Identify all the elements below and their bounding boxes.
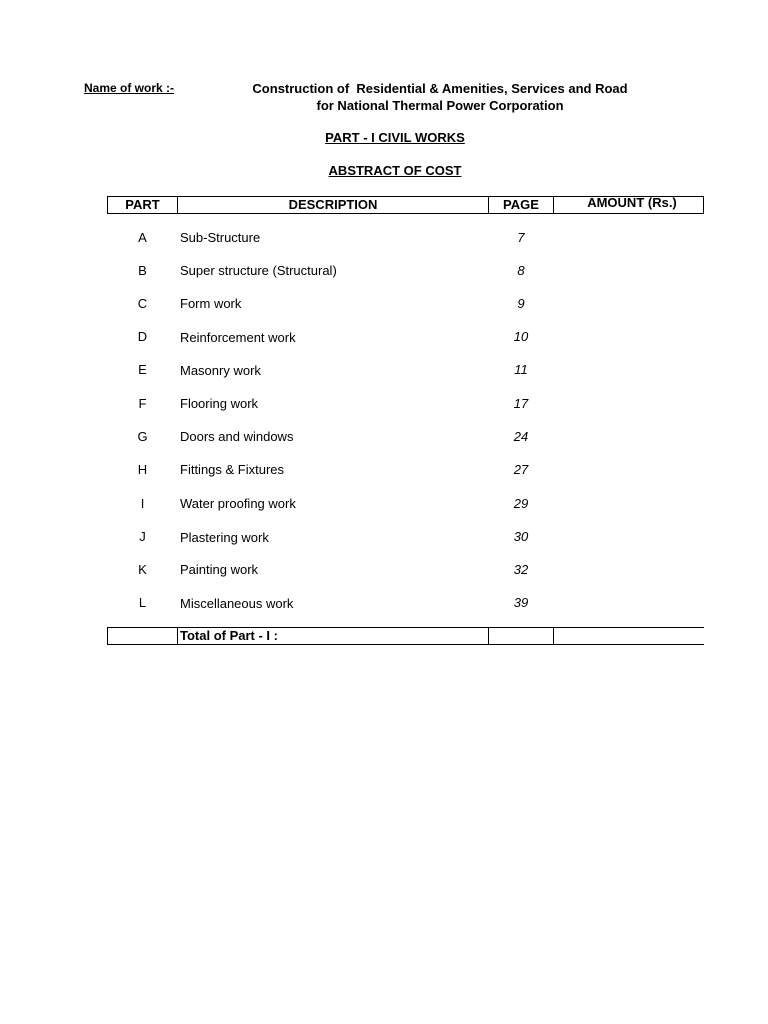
work-title-line-1: Construction of Residential & Amenities, Services and Road <box>252 81 628 96</box>
column-header-description: DESCRIPTION <box>288 197 378 212</box>
row-description: Water proofing work <box>180 496 296 511</box>
total-row-bottom-border <box>107 644 704 645</box>
row-description: Miscellaneous work <box>180 596 294 611</box>
row-page: 9 <box>517 296 525 311</box>
row-description: Plastering work <box>180 530 269 545</box>
row-page: 24 <box>513 429 529 444</box>
row-part: A <box>138 230 147 245</box>
row-description: Form work <box>180 296 242 311</box>
table-header-bottom-border <box>107 213 704 214</box>
row-page: 39 <box>513 595 529 610</box>
row-part: H <box>137 462 148 477</box>
row-page: 7 <box>517 230 525 245</box>
column-header-part: PART <box>125 197 160 212</box>
row-part: E <box>138 362 147 377</box>
row-description: Doors and windows <box>180 429 294 444</box>
row-page: 8 <box>517 263 525 278</box>
row-page: 10 <box>513 329 529 344</box>
part-heading: PART - I CIVIL WORKS <box>325 130 465 145</box>
name-of-work-label: Name of work :- <box>84 81 175 95</box>
row-description: Painting work <box>180 562 259 577</box>
abstract-heading: ABSTRACT OF COST <box>328 163 462 178</box>
row-description: Masonry work <box>180 363 261 378</box>
row-page: 27 <box>513 462 529 477</box>
row-page: 30 <box>513 529 529 544</box>
total-row-divider-left <box>107 627 108 645</box>
row-part: K <box>138 562 147 577</box>
row-description: Flooring work <box>180 396 259 411</box>
row-part: I <box>140 496 145 511</box>
row-page: 11 <box>514 362 528 377</box>
row-page: 32 <box>513 562 529 577</box>
row-description: Reinforcement work <box>180 330 296 345</box>
total-row-divider-page <box>553 627 554 645</box>
row-part: B <box>138 263 147 278</box>
total-row-divider-desc <box>488 627 489 645</box>
row-part: G <box>137 429 148 444</box>
row-description: Super structure (Structural) <box>180 263 337 278</box>
total-label: Total of Part - I : <box>180 628 278 643</box>
total-row-divider-part <box>177 627 178 645</box>
work-title <box>200 80 680 114</box>
row-part: D <box>137 329 148 344</box>
row-page: 17 <box>513 396 529 411</box>
row-part: C <box>137 296 148 311</box>
row-part: F <box>138 396 147 411</box>
row-description: Fittings & Fixtures <box>180 462 285 477</box>
column-header-page: PAGE <box>503 197 539 212</box>
row-page: 29 <box>513 496 529 511</box>
row-part: J <box>139 529 146 544</box>
row-description: Sub-Structure <box>180 230 261 245</box>
column-header-amount: AMOUNT (Rs.) <box>587 195 677 210</box>
work-title-line-2: for National Thermal Power Corporation <box>316 98 564 113</box>
row-part: L <box>138 595 147 610</box>
